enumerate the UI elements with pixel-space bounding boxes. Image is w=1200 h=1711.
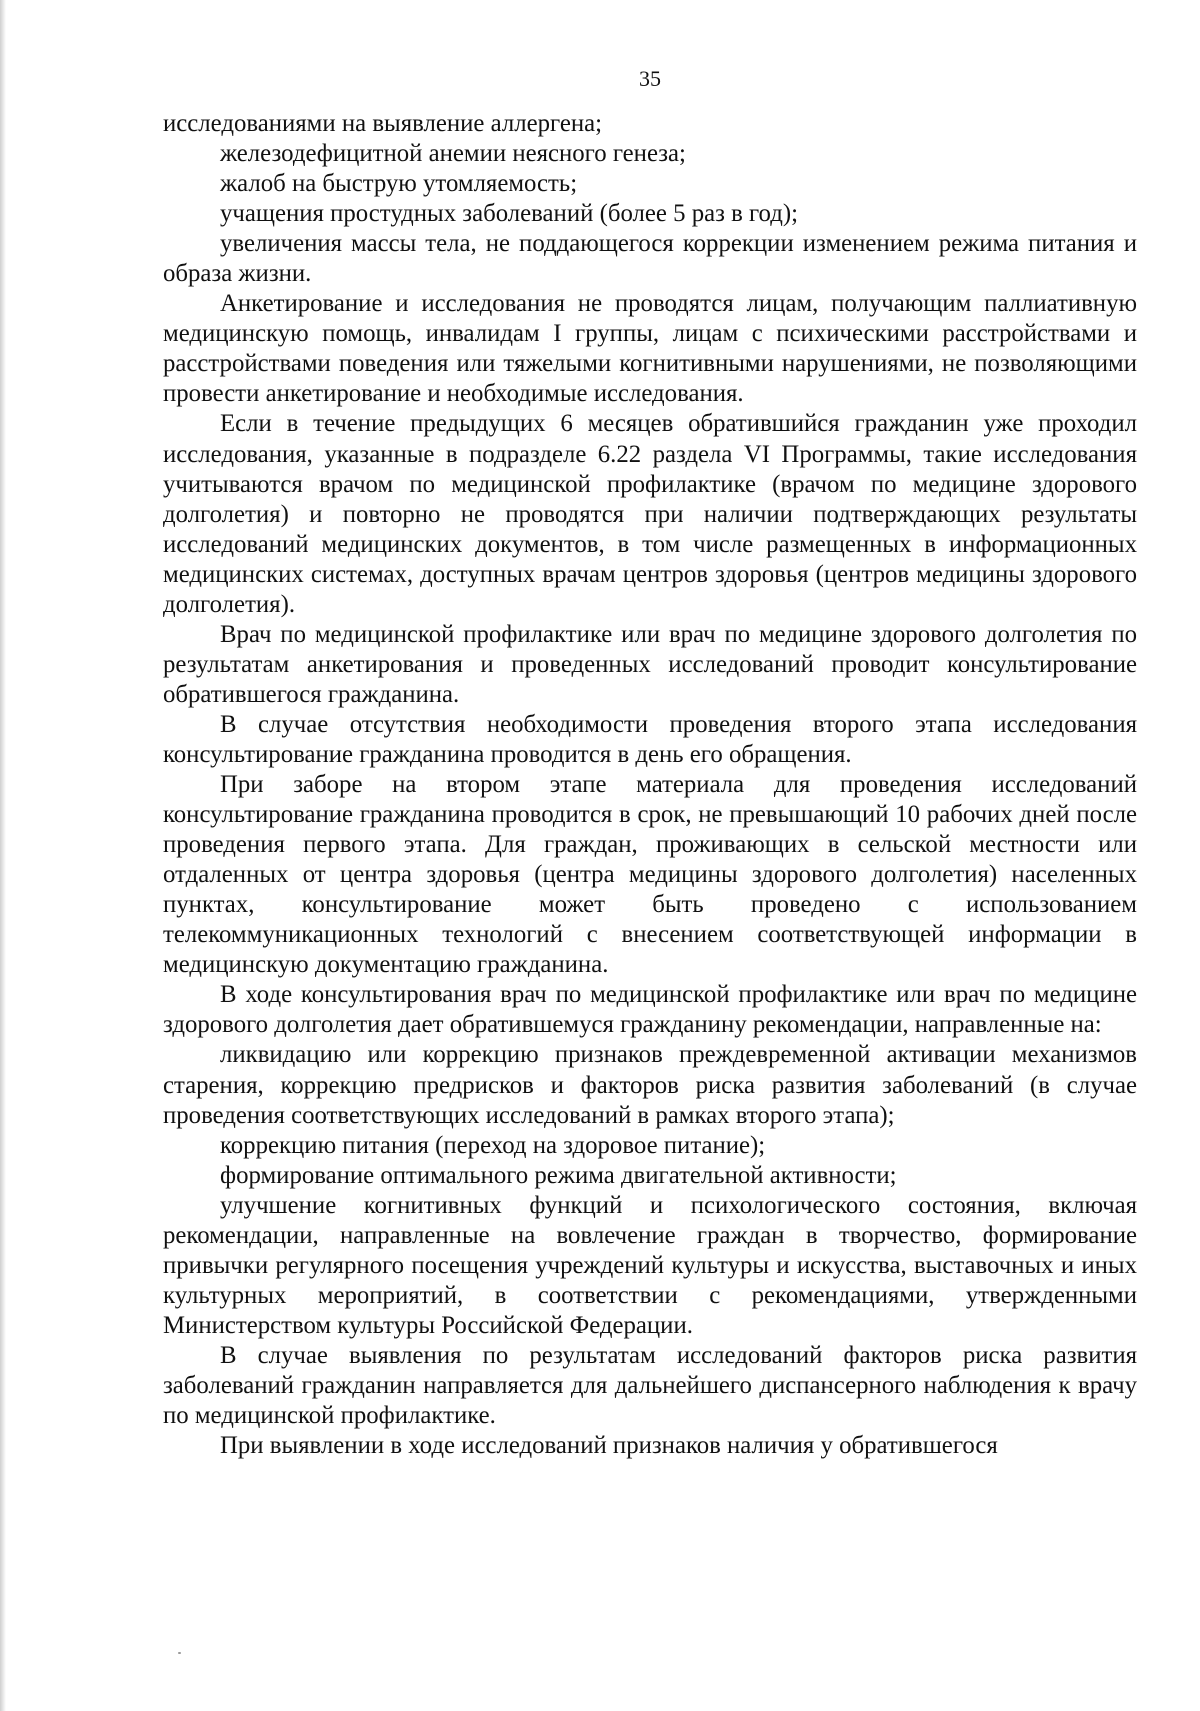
paragraph-recommendations-intro: В ходе консультирования врач по медицинской профилактике или врач по медицине здорового долголетия дает обратившемуся гражданину рекомендации, направленные на: xyxy=(163,981,1137,1039)
paragraph-consultation: Врач по медицинской профилактике или врач по медицине здорового долголетия по результатам анкетирования и проведенных исследований проводит консультирование обратившегося гражданина. xyxy=(163,620,1137,708)
list-item-fatigue: жалоб на быструю утомляемость; xyxy=(220,170,578,198)
list-item-cognitive: улучшение когнитивных функций и психологического состояния, включая рекомендации, направленные на вовлечение граждан в творчество, формирование привычки регулярного посещения учреждений культуры и искусства, выставочных и иных культурных мероприятий, в соответствии с рекомендациями, утвержденными Министерством культуры Российской Федерации. xyxy=(163,1191,1137,1339)
list-item-aging-correction: ликвидацию или коррекцию признаков преждевременной активации механизмов старения, коррекцию предрисков и факторов риска развития заболеваний (в случае проведения соответствующих исследований в рамках второго этапа); xyxy=(163,1041,1137,1129)
list-item-nutrition: коррекцию питания (переход на здоровое питание); xyxy=(220,1131,766,1159)
list-item-activity: формирование оптимального режима двигательной активности; xyxy=(220,1161,897,1189)
paragraph-previous-studies: Если в течение предыдущих 6 месяцев обратившийся гражданин уже проходил исследования, указанные в подразделе 6.22 раздела VI Программы, такие исследования учитываются врачом по медицинской профилактике (врачом по медицине здорового долголетия) и повторно не проводятся при наличии подтверждающих результаты исследований медицинских документов, в том числе размещенных в информационных медицинских системах, доступных врачам центров здоровья (центров медицины здорового долголетия). xyxy=(163,410,1137,618)
paragraph-risk-factors: В случае выявления по результатам исследований факторов риска развития заболеваний гражданин направляется для дальнейшего диспансерного наблюдения к врачу по медицинской профилактике. xyxy=(163,1341,1137,1430)
paragraph-signs-detected: При выявлении в ходе исследований признаков наличия у обратившегося xyxy=(220,1432,998,1460)
paragraph-no-second-stage: В случае отсутствия необходимости проведения второго этапа исследования консультирование гражданина проводится в день его обращения. xyxy=(163,710,1137,768)
scan-edge xyxy=(0,0,6,1711)
paragraph-continuation: исследованиями на выявление аллергена; xyxy=(163,110,602,137)
page-number: 35 xyxy=(639,66,661,91)
list-item-weight: увеличения массы тела, не поддающегося коррекции изменением режима питания и образа жизни. xyxy=(163,230,1137,288)
document-body xyxy=(163,109,1137,1461)
paragraph-second-stage: При заборе на втором этапе материала для проведения исследований консультирование гражданина проводится в срок, не превышающий 10 рабочих дней после проведения первого этапа. Для граждан, проживающих в сельской местности или отдаленных от центра здоровья (центра медицины здорового долголетия) населенных пунктах, консультирование может быть проведено с использованием телекоммуникационных технологий с внесением соответствующей информации в медицинскую документацию гражданина. xyxy=(163,771,1137,979)
list-item-colds: учащения простудных заболеваний (более 5 раз в год); xyxy=(220,200,799,228)
list-item-anemia: железодефицитной анемии неясного генеза; xyxy=(220,140,686,168)
scan-speck xyxy=(178,1652,181,1654)
paragraph-exclusions: Анкетирование и исследования не проводятся лицам, получающим паллиативную медицинскую помощь, инвалидам I группы, лицам с психическими расстройствами и расстройствами поведения или тяжелыми когнитивными нарушениями, не позволяющими провести анкетирование и необходимые исследования. xyxy=(163,290,1137,408)
